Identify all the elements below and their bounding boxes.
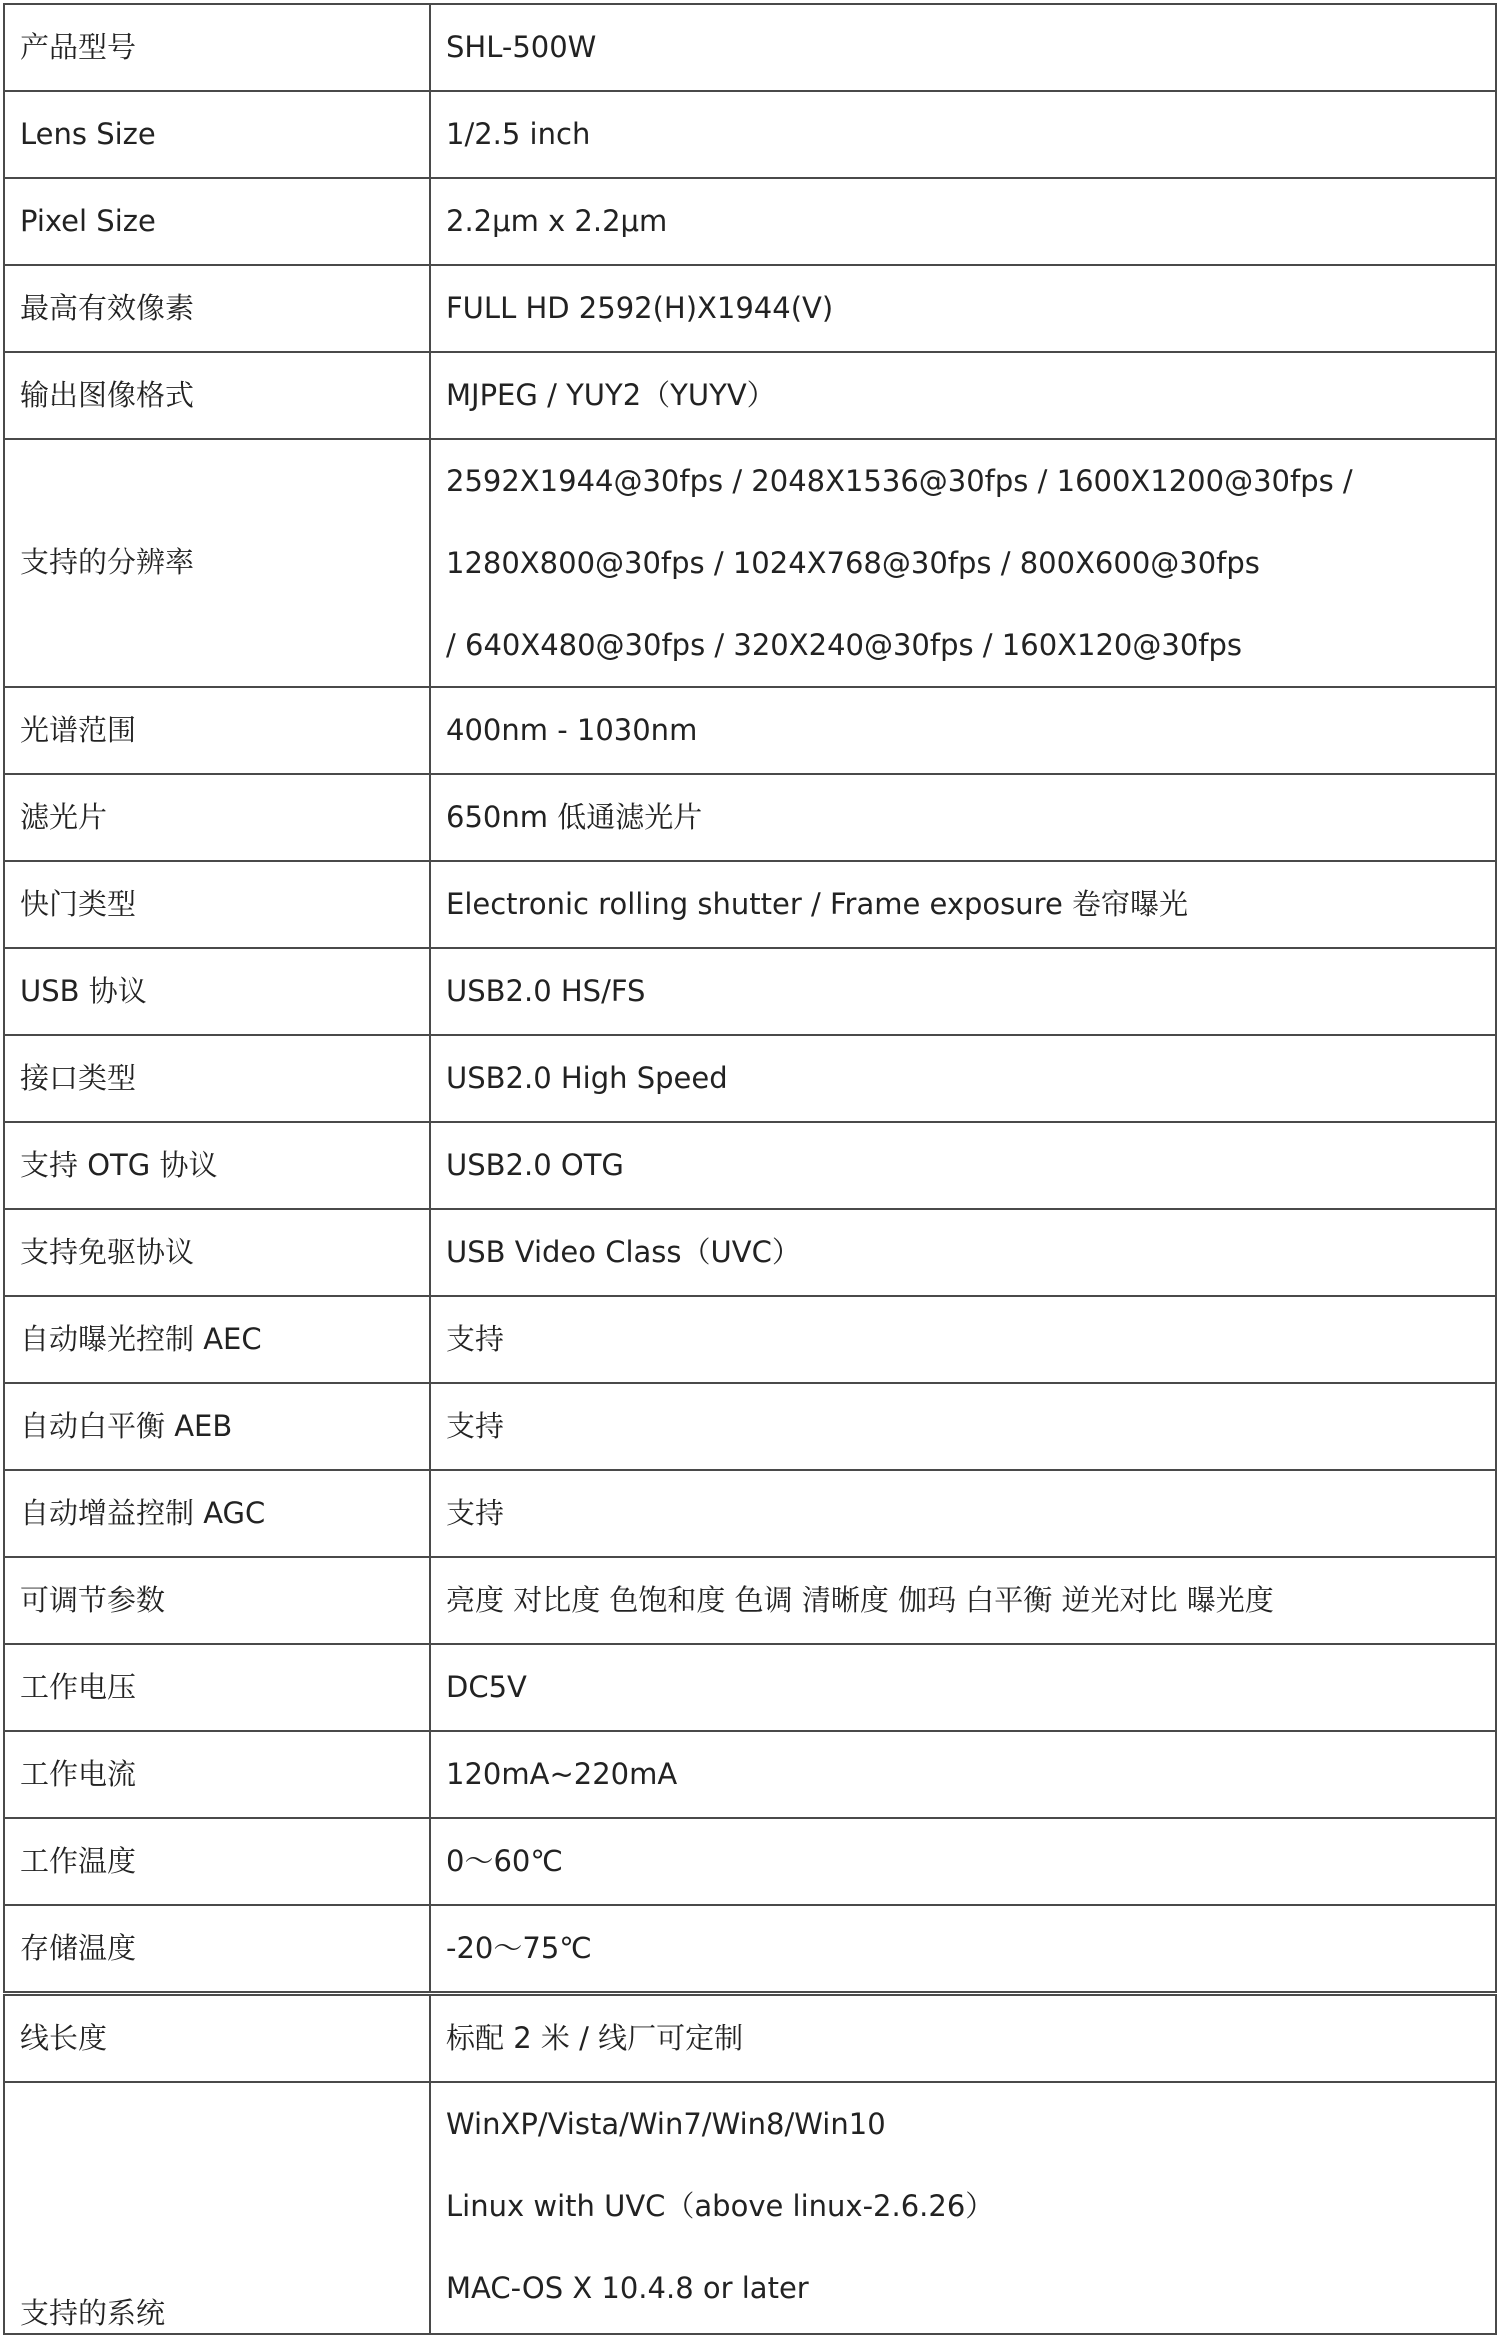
spec-label: 最高有效像素 [4,265,430,352]
table-row [4,1731,1496,1818]
spec-value: 1/2.5 inch [430,91,1496,178]
spec-label [4,2082,430,2334]
spec-label: 支持免驱协议 [4,1209,430,1296]
table-row [4,1557,1496,1644]
table-row [4,1905,1496,1994]
spec-label: Pixel Size [4,178,430,265]
spec-label: 快门类型 [4,861,430,948]
spec-label: 支持的分辨率 [4,439,430,687]
spec-value: -20～75℃ [430,1905,1496,1994]
system-line: Linux with UVC（above linux-2.6.26） [446,2189,995,2223]
spec-label: 自动增益控制 AGC [4,1470,430,1557]
spec-value: Electronic rolling shutter / Frame exposure 卷帘曝光 [430,861,1496,948]
spec-value: SHL-500W [430,4,1496,91]
table-row [4,1644,1496,1731]
table-row [4,1383,1496,1470]
table-row [4,178,1496,265]
spec-label: 工作电流 [4,1731,430,1818]
spec-label: 工作电压 [4,1644,430,1731]
table-row [4,1122,1496,1209]
spec-value: USB Video Class（UVC） [430,1209,1496,1296]
spec-value: DC5V [430,1644,1496,1731]
system-line: WinXP/Vista/Win7/Win8/Win10 [446,2107,886,2141]
spec-label: 线长度 [4,1994,430,2083]
spec-label: 光谱范围 [4,687,430,774]
spec-label: 自动曝光控制 AEC [4,1296,430,1383]
table-row [4,687,1496,774]
table-row [4,948,1496,1035]
table-row [4,352,1496,439]
spec-value: 支持 [430,1383,1496,1470]
spec-value: USB2.0 HS/FS [430,948,1496,1035]
table-row [4,1296,1496,1383]
spec-value: FULL HD 2592(H)X1944(V) [430,265,1496,352]
spec-label-text: 支持的系统 [20,2296,166,2330]
spec-value: 400nm - 1030nm [430,687,1496,774]
table-row [4,774,1496,861]
table-row [4,1035,1496,1122]
spec-value: 亮度 对比度 色饱和度 色调 清晰度 伽玛 白平衡 逆光对比 曝光度 [430,1557,1496,1644]
resolution-line: 1280X800@30fps / 1024X768@30fps / 800X600@30fps [446,546,1260,580]
table-row [4,1818,1496,1905]
system-line: MAC-OS X 10.4.8 or later [446,2271,809,2305]
spec-label: 存储温度 [4,1905,430,1994]
spec-value: 支持 [430,1470,1496,1557]
spec-value: 2.2μm x 2.2μm [430,178,1496,265]
table-row [4,265,1496,352]
spec-label: Lens Size [4,91,430,178]
spec-label: 支持 OTG 协议 [4,1122,430,1209]
spec-value: 650nm 低通滤光片 [430,774,1496,861]
table-row [4,1209,1496,1296]
table-row [4,861,1496,948]
spec-value: 120mA~220mA [430,1731,1496,1818]
table-row [4,1994,1496,2083]
table-row [4,2082,1496,2334]
resolution-line: / 640X480@30fps / 320X240@30fps / 160X120@30fps [446,628,1242,662]
spec-label: 可调节参数 [4,1557,430,1644]
spec-value-multiline [430,439,1496,687]
table-row [4,1470,1496,1557]
spec-value: 支持 [430,1296,1496,1383]
spec-label: USB 协议 [4,948,430,1035]
spec-value: 0～60℃ [430,1818,1496,1905]
spec-value: USB2.0 OTG [430,1122,1496,1209]
spec-value: 标配 2 米 / 线厂可定制 [430,1994,1496,2083]
spec-label: 自动白平衡 AEB [4,1383,430,1470]
spec-value-multiline [430,2082,1496,2334]
table-row [4,439,1496,687]
table-row [4,91,1496,178]
spec-label: 输出图像格式 [4,352,430,439]
spec-table [3,3,1497,2335]
spec-label: 接口类型 [4,1035,430,1122]
spec-label: 产品型号 [4,4,430,91]
spec-label: 滤光片 [4,774,430,861]
spec-label: 工作温度 [4,1818,430,1905]
resolution-line: 2592X1944@30fps / 2048X1536@30fps / 1600X1200@30fps / [446,464,1353,498]
table-row [4,4,1496,91]
spec-value: USB2.0 High Speed [430,1035,1496,1122]
spec-value: MJPEG / YUY2（YUYV） [430,352,1496,439]
